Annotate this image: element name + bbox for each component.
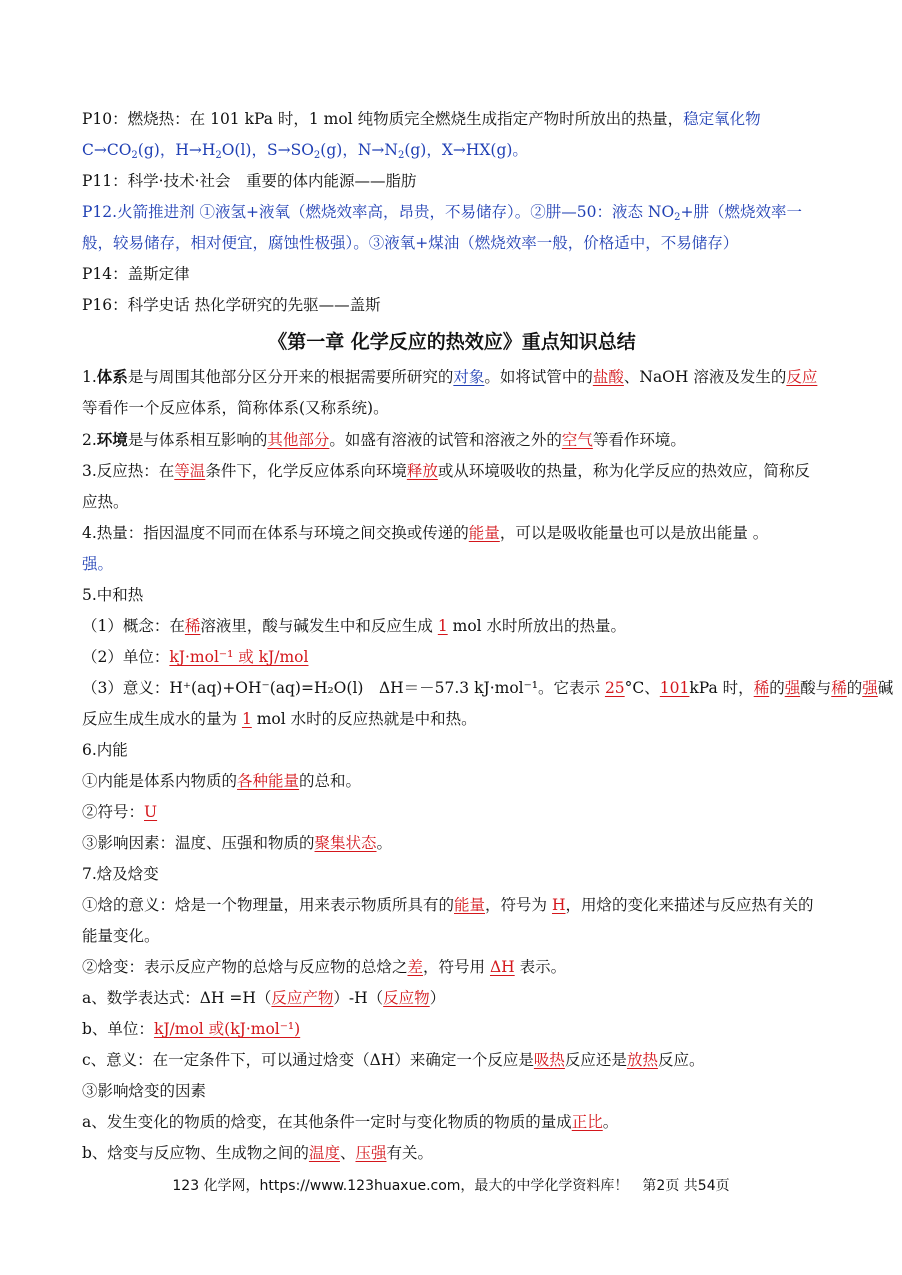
section-6-item-1: ①内能是体系内物质的各种能量的总和。	[82, 772, 362, 790]
section-3: 3.反应热：在等温条件下，化学反应体系向环境释放或从环境吸收的热量，称为化学反应的热效应，简称反应热。	[82, 462, 810, 511]
section-1: 1.体系是与周围其他部分区分开来的根据需要所研究的对象。如将试管中的盐酸、NaOH 溶液及发生的反应等看作一个反应体系，简称体系(又称系统)。	[82, 367, 818, 417]
section-5-meaning-cont: 反应生成生成水的量为 1 mol 水时的反应热就是中和热。	[82, 710, 477, 728]
section-7-item-2: ②焓变：表示反应产物的总焓与反应物的总焓之差，符号用 ΔH 表示。	[82, 958, 567, 976]
section-2: 2.环境是与体系相互影响的其他部分。如盛有溶液的试管和溶液之外的空气等看作环境。	[82, 430, 686, 449]
section-7-meaning: c、意义：在一定条件下，可以通过焓变（ΔH）来确定一个反应是吸热反应还是放热反应。	[82, 1051, 705, 1069]
section-6-item-2: ②符号：U	[82, 803, 158, 821]
p10-line-1	[82, 104, 822, 135]
section-7-heading: 7.焓及焓变	[82, 865, 159, 883]
section-7-unit: b、单位：kJ/mol 或(kJ·mol⁻¹)	[82, 1020, 301, 1038]
section-6-heading: 6.内能	[82, 741, 128, 759]
section-4: 4.热量：指因温度不同而在体系与环境之间交换或传递的能量，可以是吸收能量也可以是放出能量 。	[82, 524, 769, 542]
p12-paragraph: P12.火箭推进剂 ①液氢+液氧（燃烧效率高，昂贵，不易储存）。②肼—50：液态 $NO_2+$肼（燃烧效率一般，较易储存，相对便宜，腐蚀性极强）。③液氧+煤油（燃烧效率一般，价格适中，不易储存）	[82, 203, 803, 252]
section-7-factor-a: a、发生变化的物质的焓变，在其他条件一定时与变化物质的物质的量成正比。	[82, 1113, 619, 1131]
section-4-extra: 强。	[82, 555, 114, 573]
section-5-concept: （1）概念：在稀溶液里，酸与碱发生中和反应生成 1 mol 水时所放出的热量。	[82, 617, 627, 635]
section-6-item-3: ③影响因素：温度、压强和物质的聚集状态。	[82, 834, 393, 852]
section-5-unit: （2）单位：kJ·mol⁻¹ 或 kJ/mol	[82, 648, 309, 666]
section-7-item-1: ①焓的意义：焓是一个物理量，用来表示物质所具有的能量，符号为 H，用焓的变化来描述与反应热有关的能量变化。	[82, 896, 814, 945]
chapter-title: 《第一章 化学反应的热效应》重点知识总结	[268, 331, 636, 353]
p14-line: P14：盖斯定律	[82, 265, 190, 283]
p11-line: P11：科学·技术·社会 重要的体内能源——脂肪	[82, 172, 417, 190]
section-5-meaning: （3）意义：H⁺(aq)+OH⁻(aq)=H₂O(l) ΔH＝－57.3 kJ·mol⁻¹。它表示 25°C、101kPa 时，稀的强酸与稀的强碱	[82, 679, 894, 697]
section-5-heading: 5.中和热	[82, 586, 144, 604]
page-footer: 123 化学网，https://www.123huaxue.com，最大的中学化学资料库！ 第2页 共54页	[172, 1178, 730, 1194]
section-7-formula: a、数学表达式：ΔH =H（反应产物）-H（反应物）	[82, 989, 446, 1007]
p10-line-2: $C\to CO_2(g)$，$H\to H_2O(l)$，$S\to SO_2(g)$，$N\to N_2(g)$，X→HX(g)。	[82, 141, 528, 161]
p10-text: P10：燃烧热：在 101 kPa 时，1 mol 纯物质完全燃烧生成指定产物时所放出的热量，	[82, 110, 684, 128]
document-body	[82, 104, 894, 1169]
p16-line: P16：科学史话 热化学研究的先驱——盖斯	[82, 296, 381, 314]
section-7-factor-b: b、焓变与反应物、生成物之间的温度、压强有关。	[82, 1144, 433, 1162]
p10-stable-oxide: 稳定氧化物	[683, 110, 761, 128]
section-7-factors-heading: ③影响焓变的因素	[82, 1082, 207, 1100]
